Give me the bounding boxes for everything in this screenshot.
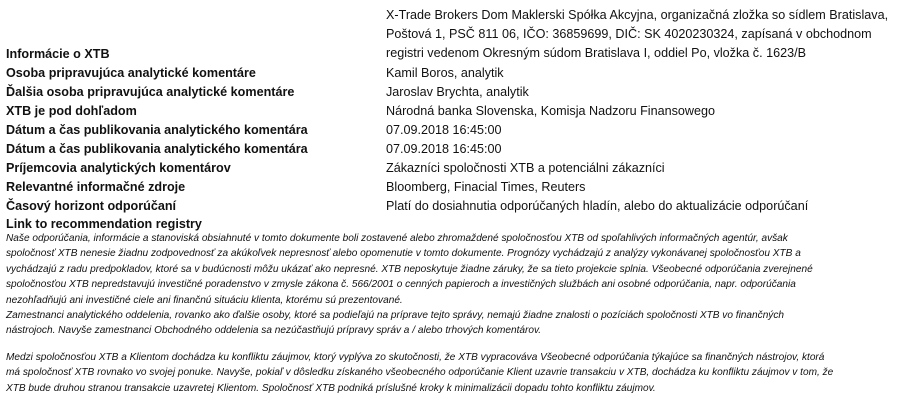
disclaimer-paragraph bbox=[6, 231, 911, 339]
row-value-publish-date-2: 07.09.2018 16:45:00 bbox=[386, 142, 502, 156]
row-value-second-analyst: Jaroslav Brychta, analytik bbox=[386, 85, 529, 99]
disclaimer-line: nástrojoch. Navyše zamestnanci Obchodného oddelenia sa nezúčastňujú prípravy správ a / alebo trhových komentárov. bbox=[6, 325, 542, 337]
row-label-publish-date: Dátum a čas publikovania analytického komentára bbox=[6, 123, 308, 137]
row-value-publish-date: 07.09.2018 16:45:00 bbox=[386, 123, 502, 137]
disclaimer-line: vychádzajú z radu predpokladov, ktoré sa v budúcnosti môžu ukázať ako nepresné. XTB neposkytuje žiadne záruky, že sa tieto projekcie splnia. Všeobecné odporúčania zverejnené bbox=[6, 263, 813, 275]
row-value-sources: Bloomberg, Finacial Times, Reuters bbox=[386, 180, 586, 194]
row-value-supervision: Národná banka Slovenska, Komisja Nadzoru Finansowego bbox=[386, 104, 716, 118]
row-value-recipients: Zákazníci spoločnosti XTB a potenciálni zákazníci bbox=[386, 161, 665, 175]
row-value-time-horizon: Platí do dosiahnutia odporúčaných hladín, alebo do aktualizácie odporúčaní bbox=[386, 199, 809, 213]
disclaimer-line: Naše odporúčania, informácie a stanoviská obsiahnuté v tomto dokumente boli zostavené alebo zhromaždené spoločnosťou XTB od spoľahlivých informačných agentúr, avšak bbox=[6, 233, 788, 244]
disclaimer-line: nezohľadňujú ani investičné ciele ani finančnú situáciu klienta, ktorému sú prezentované. bbox=[6, 294, 403, 306]
disclaimer-line: spoločnosť XTB nenesie žiadnu zodpovednosť za akúkoľvek nepresnosť alebo opomenutie v tomto dokumente. Prognózy vychádzajú z analýzy vykonávanej spoločnosťou XTB a bbox=[6, 248, 801, 260]
row-label-time-horizon: Časový horizont odporúčaní bbox=[6, 199, 177, 213]
conflict-line: XTB bude druhou stranou transakcie uzavretej Klientom. Spoločnosť XTB podniká príslušné kroky k minimalizácii dopadu tohto konfliktu záujmov. bbox=[6, 382, 656, 394]
company-line: X-Trade Brokers Dom Maklerski Spółka Akcyjna, organizačná zložka so sídlem Bratislava, bbox=[386, 8, 889, 22]
row-label-info-xtb: Informácie o XTB bbox=[6, 47, 110, 61]
disclaimer-line: Zamestnanci analytického oddelenia, rovanko ako ďalšie osoby, ktoré sa podieľajú na príprave tejto správy, nemajú žiadne znalosti o pozíciách spoločnosti XTB vo finančných bbox=[6, 310, 785, 322]
row-label-registry-link[interactable]: Link to recommendation registry bbox=[6, 217, 202, 231]
row-label-publish-date-2: Dátum a čas publikovania analytického komentára bbox=[6, 142, 308, 156]
company-line: Poštová 1, PSČ 811 06, IČO: 36859699, DIČ: SK 4020230324, zapísaná v obchodnom bbox=[386, 27, 872, 42]
row-label-recipients: Príjemcovia analytických komentárov bbox=[6, 161, 231, 175]
row-label-analyst: Osoba pripravujúca analytické komentáre bbox=[6, 66, 256, 80]
conflict-line: má spoločnosť XTB rovnako vo svojej ponuke. Navyše, pokiaľ v dôsledku získaného všeobecného odporúčanie Klient uzavrie transakciu v XTB, dochádza ku konfliktu záujmov v tom, že bbox=[6, 367, 834, 379]
company-line: registri vedenom Okresným súdom Bratislava I, oddiel Po, vložka č. 1623/B bbox=[386, 46, 806, 61]
row-label-sources: Relevantné informačné zdroje bbox=[6, 180, 186, 194]
conflict-of-interest-paragraph bbox=[6, 350, 911, 396]
row-label-supervision: XTB je pod dohľadom bbox=[6, 104, 137, 118]
conflict-line: Medzi spoločnosťou XTB a Klientom dochádza ku konfliktu záujmov, ktorý vyplýva zo skutočnosti, že XTB vypracováva Všeobecné odporúčania týkajúce sa finančných nástrojov, ktorá bbox=[6, 352, 825, 363]
company-info bbox=[386, 6, 911, 64]
disclaimer-line: spoločnosťou XTB nepredstavujú investičné poradenstvo v zmysle zákona č. 566/2001 o cenných papieroch a investičných službách ani osobné odporúčania, napr. odporúčania bbox=[6, 279, 796, 291]
row-value-analyst: Kamil Boros, analytik bbox=[386, 66, 504, 80]
row-label-second-analyst: Ďalšia osoba pripravujúca analytické komentáre bbox=[6, 85, 295, 99]
